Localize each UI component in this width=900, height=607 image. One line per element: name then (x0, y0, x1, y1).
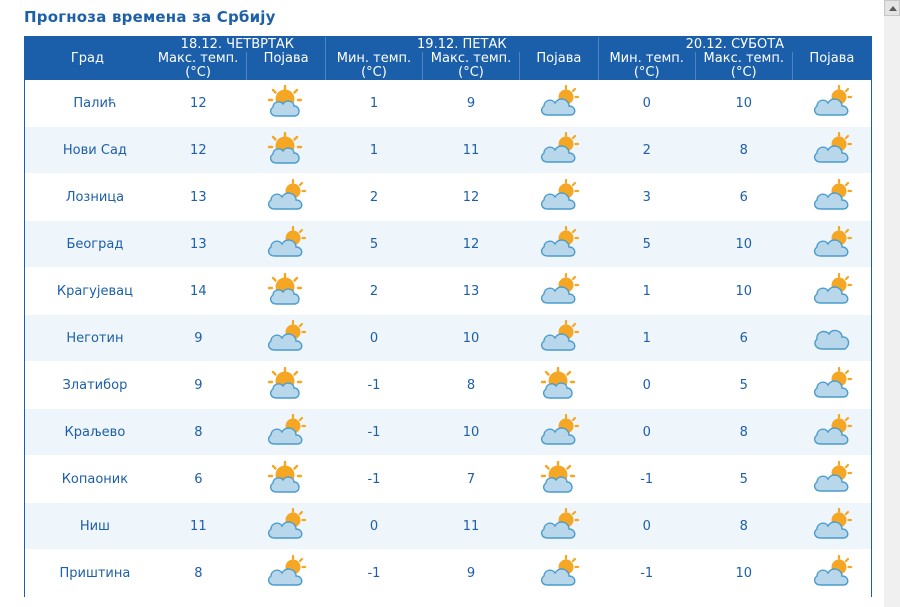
cell-d2-max: 12 (423, 221, 520, 268)
cloud-sun-icon (809, 226, 855, 262)
cell-city: Крагујевац (25, 268, 150, 315)
table-row (25, 550, 871, 597)
sun-cloud-icon (263, 367, 309, 403)
cell-d1-max: 14 (150, 268, 247, 315)
cloud-icon (810, 321, 854, 355)
sun-cloud-icon (263, 461, 309, 497)
cloud-sun-icon (536, 508, 582, 544)
cloud-sun-icon (809, 273, 855, 309)
cloud-sun-icon (536, 414, 582, 450)
cell-d2-phenomenon (520, 456, 599, 503)
cell-d2-max: 11 (423, 503, 520, 550)
cloud-sun-icon (536, 132, 582, 168)
cell-city: Копаоник (25, 456, 150, 503)
column-header-d3-max (695, 52, 792, 80)
forecast-table-container (24, 36, 872, 607)
cell-d2-phenomenon (520, 315, 599, 362)
cell-d3-phenomenon (792, 503, 871, 550)
cloud-sun-icon (809, 132, 855, 168)
cell-d2-max: 8 (423, 362, 520, 409)
cell-d2-min: 1 (325, 127, 422, 174)
cell-d1-max: 8 (150, 409, 247, 456)
d3-max-unit: (°C) (730, 65, 757, 80)
cell-d3-min: 2 (598, 127, 695, 174)
cell-d1-max: 8 (150, 550, 247, 597)
cell-d3-phenomenon (792, 80, 871, 127)
d1-max-label: Макс. темп. (157, 51, 239, 66)
column-header-d2-min (325, 52, 422, 80)
cell-d1-max: 11 (150, 503, 247, 550)
cell-city: Неготин (25, 315, 150, 362)
cell-d1-phenomenon (247, 315, 326, 362)
cell-d1-max: 9 (150, 315, 247, 362)
cloud-sun-icon (536, 85, 582, 121)
cell-d3-max: 6 (695, 174, 792, 221)
cell-d1-phenomenon (247, 80, 326, 127)
sun-cloud-icon (263, 273, 309, 309)
cell-d3-min: -1 (598, 550, 695, 597)
cell-d3-phenomenon (792, 362, 871, 409)
cloud-sun-icon (263, 555, 309, 591)
cell-city: Београд (25, 221, 150, 268)
subcolumn-header-row (25, 52, 871, 80)
table-row (25, 315, 871, 362)
cell-city: Ниш (25, 503, 150, 550)
cell-d2-min: 1 (325, 80, 422, 127)
cell-d2-min: 2 (325, 268, 422, 315)
cloud-sun-icon (263, 320, 309, 356)
day-header-3: 20.12. СУБОТА (598, 37, 871, 52)
cell-d2-max: 12 (423, 174, 520, 221)
d2-max-label: Макс. темп. (430, 51, 512, 66)
cell-d2-min: -1 (325, 409, 422, 456)
cell-d3-min: 1 (598, 315, 695, 362)
cell-d3-max: 10 (695, 80, 792, 127)
cloud-sun-icon (809, 85, 855, 121)
cell-d3-max: 8 (695, 127, 792, 174)
cloud-sun-icon (809, 555, 855, 591)
cell-d3-min: 3 (598, 174, 695, 221)
column-header-d1-phenomenon (247, 52, 326, 80)
cell-d2-phenomenon (520, 409, 599, 456)
cloud-sun-icon (809, 367, 855, 403)
d2-min-unit: (°C) (361, 65, 387, 80)
cloud-sun-icon (536, 273, 582, 309)
cell-d1-phenomenon (247, 456, 326, 503)
cell-city: Златибор (25, 362, 150, 409)
table-header (25, 37, 871, 80)
column-header-d2-phenomenon (520, 52, 599, 80)
cell-d2-min: -1 (325, 550, 422, 597)
cell-d3-max: 10 (695, 221, 792, 268)
table-row (25, 409, 871, 456)
sun-cloud-icon (536, 461, 582, 497)
cell-d1-phenomenon (247, 362, 326, 409)
cloud-sun-icon (809, 179, 855, 215)
cell-d2-min: -1 (325, 456, 422, 503)
d2-min-label: Мин. темп. (336, 51, 412, 66)
table-row (25, 268, 871, 315)
cloud-sun-icon (536, 179, 582, 215)
cell-d2-phenomenon (520, 127, 599, 174)
cell-d2-max: 11 (423, 127, 520, 174)
d3-min-unit: (°C) (633, 65, 660, 80)
cell-d2-min: -1 (325, 362, 422, 409)
cell-city: Краљево (25, 409, 150, 456)
cell-d3-phenomenon (792, 127, 871, 174)
d2-max-unit: (°C) (458, 65, 484, 80)
scroll-up-arrow-icon[interactable] (884, 0, 900, 16)
column-header-city: Град (25, 37, 150, 80)
column-header-d2-max (423, 52, 520, 80)
cell-d2-phenomenon (520, 550, 599, 597)
cell-d2-min: 5 (325, 221, 422, 268)
cell-d3-phenomenon (792, 174, 871, 221)
cell-d2-min: 0 (325, 315, 422, 362)
cell-city: Палић (25, 80, 150, 127)
cell-d2-phenomenon (520, 221, 599, 268)
cloud-sun-icon (536, 320, 582, 356)
cell-d3-min: 0 (598, 409, 695, 456)
cloud-sun-icon (263, 414, 309, 450)
cell-d1-max: 12 (150, 127, 247, 174)
d1-max-unit: (°C) (185, 65, 211, 80)
cell-d3-max: 6 (695, 315, 792, 362)
cell-d2-phenomenon (520, 268, 599, 315)
page-title: Прогноза времена за Србију (24, 8, 276, 26)
cell-d3-phenomenon (792, 268, 871, 315)
cell-d2-max: 10 (423, 315, 520, 362)
cell-d3-min: 0 (598, 362, 695, 409)
cloud-sun-icon (809, 508, 855, 544)
table-row (25, 503, 871, 550)
cell-d3-min: 1 (598, 268, 695, 315)
cell-d1-phenomenon (247, 174, 326, 221)
column-header-d3-phenomenon (792, 52, 871, 80)
cell-d1-max: 12 (150, 80, 247, 127)
column-header-d3-min (598, 52, 695, 80)
cell-d1-phenomenon (247, 550, 326, 597)
cell-d1-max: 6 (150, 456, 247, 503)
cell-d3-phenomenon (792, 409, 871, 456)
cell-d2-max: 9 (423, 80, 520, 127)
table-body (25, 80, 871, 597)
cell-d2-phenomenon (520, 174, 599, 221)
cell-d3-max: 10 (695, 550, 792, 597)
table-row (25, 174, 871, 221)
d1-phenomenon-label: Појава (263, 51, 309, 66)
column-header-d1-max (150, 52, 247, 80)
cloud-sun-icon (263, 508, 309, 544)
cell-d2-min: 2 (325, 174, 422, 221)
cell-d2-max: 9 (423, 550, 520, 597)
table-row (25, 127, 871, 174)
cell-city: Приштина (25, 550, 150, 597)
day-header-row (25, 37, 871, 52)
table-row (25, 456, 871, 503)
page-bottom-spacer (0, 597, 884, 607)
cell-d3-phenomenon (792, 221, 871, 268)
table-row (25, 221, 871, 268)
cell-d3-max: 10 (695, 268, 792, 315)
cell-d1-phenomenon (247, 221, 326, 268)
d3-phenomenon-label: Појава (809, 51, 855, 66)
cell-d3-min: 0 (598, 80, 695, 127)
cloud-sun-icon (809, 414, 855, 450)
table-row (25, 80, 871, 127)
forecast-table (25, 37, 871, 597)
cell-d3-min: -1 (598, 456, 695, 503)
cell-d2-max: 10 (423, 409, 520, 456)
cell-d1-max: 13 (150, 174, 247, 221)
cell-d3-phenomenon (792, 456, 871, 503)
cell-d3-min: 5 (598, 221, 695, 268)
cell-d2-min: 0 (325, 503, 422, 550)
sun-cloud-icon (263, 132, 309, 168)
cell-d2-phenomenon (520, 80, 599, 127)
cell-d3-phenomenon (792, 550, 871, 597)
cell-city: Лозница (25, 174, 150, 221)
sun-cloud-icon (536, 367, 582, 403)
d3-max-label: Макс. темп. (703, 51, 784, 66)
cell-d1-max: 9 (150, 362, 247, 409)
cell-d2-phenomenon (520, 362, 599, 409)
table-row (25, 362, 871, 409)
d2-phenomenon-label: Појава (536, 51, 582, 66)
sun-cloud-icon (263, 85, 309, 121)
cloud-sun-icon (263, 226, 309, 262)
cloud-sun-icon (536, 226, 582, 262)
day-header-2: 19.12. ПЕТАК (325, 37, 598, 52)
cell-city: Нови Сад (25, 127, 150, 174)
cell-d2-max: 7 (423, 456, 520, 503)
cell-d1-phenomenon (247, 268, 326, 315)
cell-d3-min: 0 (598, 503, 695, 550)
cell-d3-phenomenon (792, 315, 871, 362)
cell-d3-max: 8 (695, 409, 792, 456)
cell-d1-phenomenon (247, 503, 326, 550)
cloud-sun-icon (809, 461, 855, 497)
cell-d3-max: 5 (695, 456, 792, 503)
cell-d2-max: 13 (423, 268, 520, 315)
cell-d1-phenomenon (247, 127, 326, 174)
scrollbar[interactable] (884, 0, 900, 607)
d3-min-label: Мин. темп. (609, 51, 684, 66)
day-header-1: 18.12. ЧЕТВРТАК (150, 37, 326, 52)
cloud-sun-icon (263, 179, 309, 215)
cell-d3-max: 5 (695, 362, 792, 409)
cell-d1-max: 13 (150, 221, 247, 268)
cell-d3-max: 8 (695, 503, 792, 550)
cell-d2-phenomenon (520, 503, 599, 550)
cell-d1-phenomenon (247, 409, 326, 456)
cloud-sun-icon (536, 555, 582, 591)
